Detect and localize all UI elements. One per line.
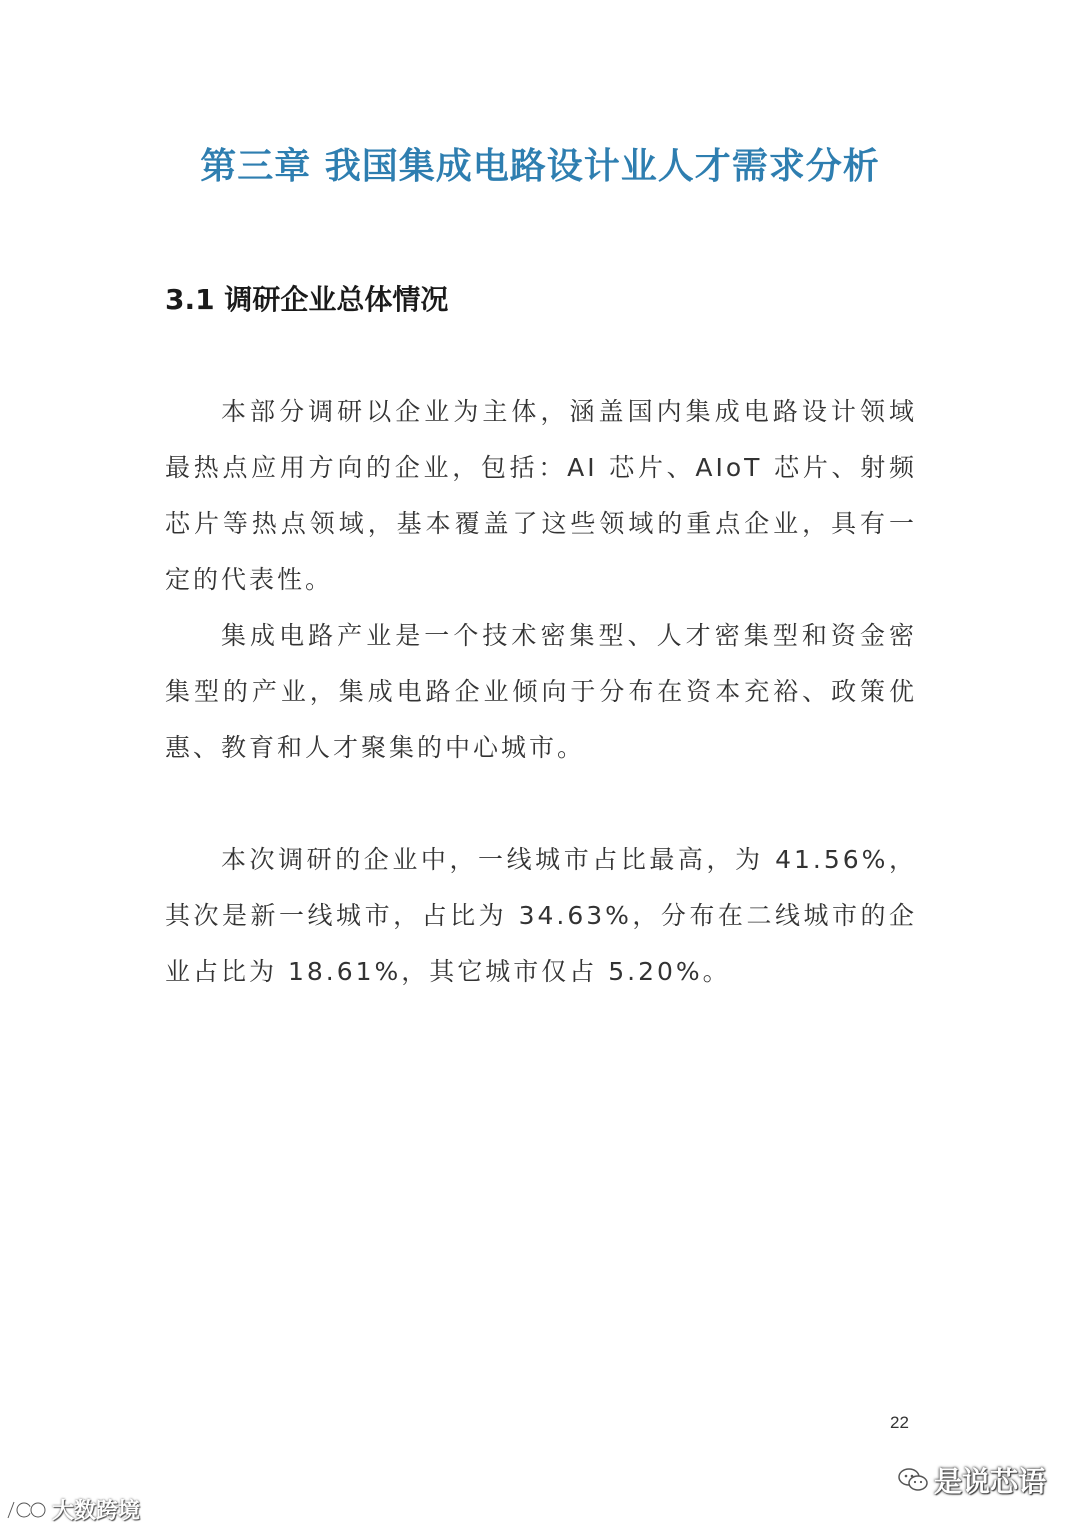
paragraph-1: 本部分调研以企业为主体，涵盖国内集成电路设计领域最热点应用方向的企业，包括：AI 芯片、AIoT 芯片、射频芯片等热点领域，基本覆盖了这些领域的重点企业，具有一定的代表性。: [165, 397, 917, 594]
paragraph-2: 集成电路产业是一个技术密集型、人才密集型和资金密集型的产业，集成电路企业倾向于分布在资本充裕、政策优惠、教育和人才聚集的中心城市。: [165, 621, 917, 762]
wechat-icon: [898, 1467, 928, 1493]
page-number: 22: [890, 1413, 909, 1432]
paragraph-3: 本次调研的企业中，一线城市占比最高，为 41.56%，其次是新一线城市，占比为 34.63%，分布在二线城市的企业占比为 18.61%，其它城市仅占 5.20%。: [165, 845, 917, 986]
watermark-left: [4, 1494, 140, 1525]
chapter-title: 第三章 我国集成电路设计业人才需求分析: [200, 145, 880, 187]
watermark-right: [898, 1460, 1046, 1500]
watermark-right-text: 是说芯语: [933, 1465, 1046, 1498]
logo-icon: [4, 1498, 48, 1522]
watermark-left-text: 大数跨境: [52, 1499, 141, 1524]
section-title: 3.1 调研企业总体情况: [165, 283, 449, 316]
